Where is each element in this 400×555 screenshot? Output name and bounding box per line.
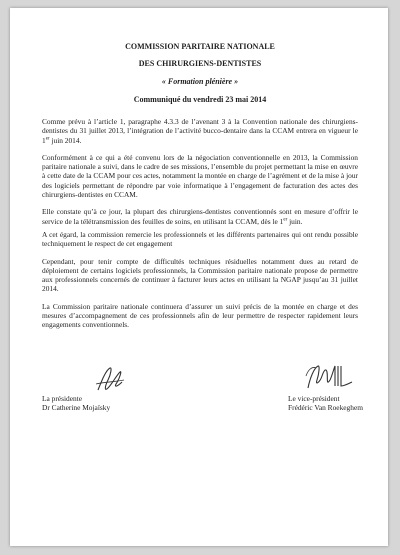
document-page — [10, 8, 388, 546]
paragraph-3-superscript: er — [283, 217, 288, 223]
signature-vice-president-scribble — [304, 360, 360, 394]
header-commission-title: COMMISSION PARITAIRE NATIONALE — [125, 42, 275, 51]
paragraph-3 — [42, 207, 358, 226]
signature-president-name: Dr Catherine Mojaïsky — [42, 403, 111, 413]
paragraph-5: Cependant, pour tenir compte de difficultés techniques résiduelles notamment dues au retard de déploiement de certains logiciels professionnels, la Commission paritaire nationale propose de permettre aux professionnels concernés de continuer à facturer leurs actes en utilisant la NGAP jusqu’au 31 juillet 2014. — [42, 256, 358, 294]
header-session-type: « Formation plénière » — [161, 77, 239, 86]
signature-president-role: La présidente — [42, 394, 83, 403]
signature-vice-president-role: Le vice-président — [288, 394, 340, 403]
paragraph-3-text: Elle constate qu’à ce jour, la plupart des chirurgiens-dentistes conventionnés sont en mesure d’offrir le service de la télétransmission des feuilles de soins, en utilisant la CCAM, dès le 1 — [42, 207, 358, 226]
paragraph-4: A cet égard, la commission remercie les professionnels et les différents partenaires qui ont rendu possible techniquement le respect de cet engagement — [42, 229, 358, 249]
paragraph-1-text-end: juin 2014. — [49, 135, 82, 145]
document-body — [42, 117, 358, 330]
paragraph-6: La Commission paritaire nationale continuera d’assurer un suivi précis de la montée en charge et des mesures d’accompagnement de ces professionnels afin de leur permettre de respecter rapidement leurs engagements conventionnels. — [42, 301, 358, 330]
paragraph-2: Conformément à ce qui a été convenu lors de la négociation conventionnelle en 2013, la Commission paritaire nationale a suivi, dans le cadre de ses missions, l’ensemble du projet permettant la mise en œuvre à cette date de la CCAM pour ces actes, notamment la montée en charge de l’agrément et de la mise à jour des logiciels permettant de répondre par voie informatique à l’engagement de facturation des actes des chirurgiens-dentistes en CCAM. — [42, 152, 358, 200]
signature-vice-president-name: Frédéric Van Roekeghem — [288, 403, 363, 413]
document-header — [42, 42, 358, 105]
paragraph-3-text-end: juin. — [287, 216, 303, 226]
signature-president-scribble — [92, 362, 128, 398]
signature-president — [42, 380, 182, 413]
paragraph-1-superscript: er — [45, 136, 50, 142]
paragraph-1 — [42, 117, 358, 145]
header-profession: DES CHIRURGIENS-DENTISTES — [138, 59, 262, 68]
signature-vice-president — [288, 380, 388, 413]
header-communique-date: Communiqué du vendredi 23 mai 2014 — [133, 95, 267, 104]
paragraph-1-text: Comme prévu à l’article 1, paragraphe 4.3.3 de l’avenant 3 à la Convention nationale des chirurgiens-dentistes du 31 juillet 2013, l’intégration de l’activité bucco-dentaire dans la CCAM entrera en vigueur le 1 — [42, 117, 358, 145]
signature-block — [42, 380, 363, 420]
